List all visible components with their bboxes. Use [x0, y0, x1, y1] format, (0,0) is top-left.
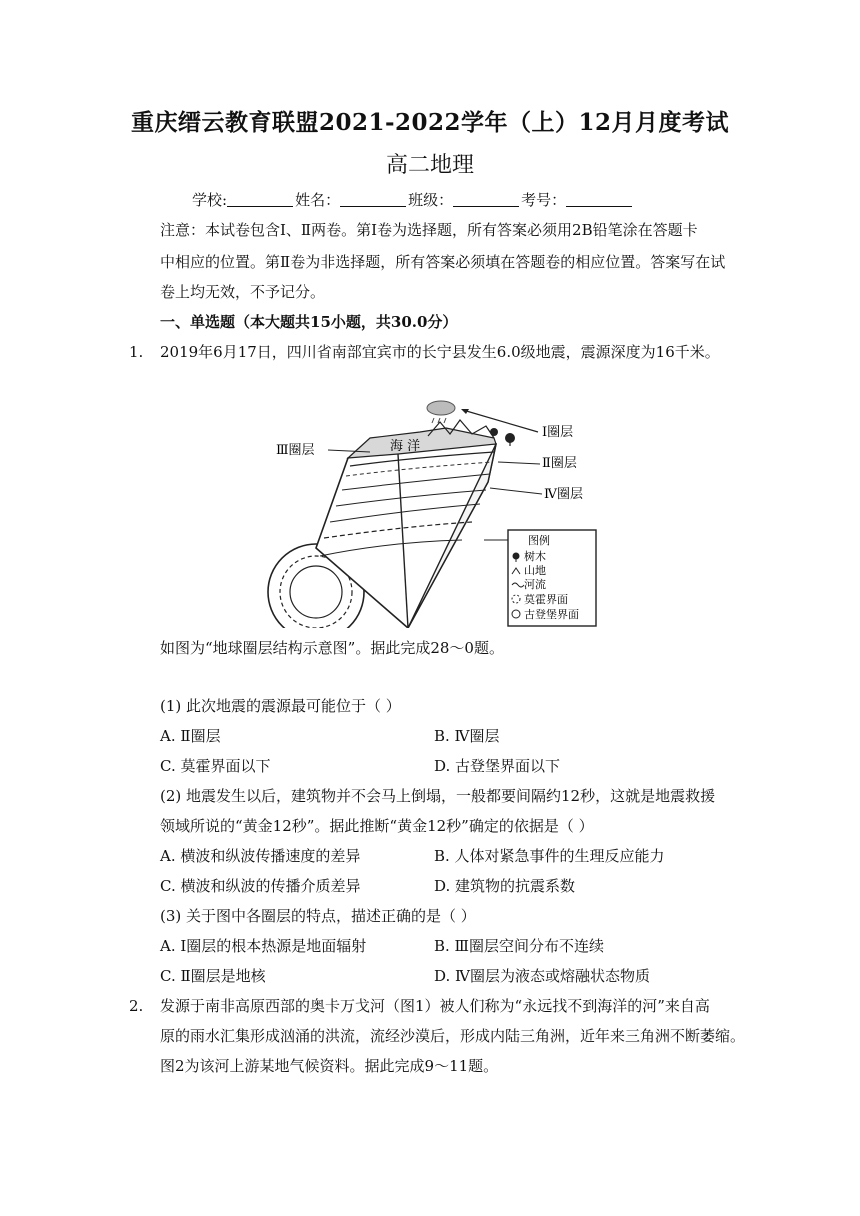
subquestion-2-stem-line-2: 领域所说的“黄金12秒”。据此推断“黄金12秒”确定的依据是（ ） [160, 817, 594, 835]
notice-line-2: 中相应的位置。第Ⅱ卷为非选择题，所有答案必须填在答题卷的相应位置。答案写在试 [160, 253, 726, 271]
legend-mountain: 山地 [524, 564, 546, 577]
subquestion-2-option-b[interactable]: B. 人体对紧急事件的生理反应能力 [434, 847, 665, 865]
subquestion-2-option-d[interactable]: D. 建筑物的抗震系数 [434, 877, 576, 895]
class-blank[interactable] [453, 192, 519, 207]
layer-iii-label: Ⅲ圈层 [276, 443, 315, 458]
subquestion-3-option-c[interactable]: C. Ⅱ圈层是地核 [160, 967, 266, 985]
subquestion-3-stem: (3) 关于图中各圈层的特点，描述正确的是（ ） [160, 907, 476, 925]
class-label: 班级： [408, 191, 454, 209]
legend-box [508, 530, 596, 626]
student-info-line [192, 190, 634, 210]
notice-line-1: 注意：本试卷包含Ⅰ、Ⅱ两卷。第Ⅰ卷为选择题，所有答案必须用2B铅笔涂在答题卡 [160, 221, 698, 239]
figure-caption: 如图为“地球圈层结构示意图”。据此完成28～0题。 [160, 639, 504, 657]
subquestion-1-option-a[interactable]: A. Ⅱ圈层 [160, 727, 221, 745]
exam-subject: 高二地理 [385, 153, 474, 178]
question-2-number: 2. [129, 997, 144, 1015]
subquestion-1-option-c[interactable]: C. 莫霍界面以下 [160, 757, 271, 775]
exam-number-label: 考号： [521, 191, 567, 209]
subquestion-1-option-b[interactable]: B. Ⅳ圈层 [434, 727, 500, 745]
subquestion-3-option-b[interactable]: B. Ⅲ圈层空间分布不连续 [434, 937, 605, 955]
subquestion-2-stem-line-1: (2) 地震发生以后，建筑物并不会马上倒塌，一般都要间隔约12秒，这就是地震救援 [160, 787, 716, 805]
question-1-stem: 2019年6月17日，四川省南部宜宾市的长宁县发生6.0级地震，震源深度为16千米。 [160, 343, 720, 361]
exam-number-blank[interactable] [566, 192, 632, 207]
question-1-number: 1. [129, 343, 144, 361]
legend-title: 图例 [528, 534, 550, 547]
name-blank[interactable] [340, 192, 406, 207]
question-2-line-3: 图2为该河上游某地气候资料。据此完成9～11题。 [160, 1057, 499, 1075]
subquestion-3-option-d[interactable]: D. Ⅳ圈层为液态或熔融状态物质 [434, 967, 651, 985]
school-blank[interactable] [227, 192, 293, 207]
arrow-line [463, 410, 538, 432]
layer-iv-label: Ⅳ圈层 [544, 487, 583, 502]
subquestion-2-option-c[interactable]: C. 横波和纵波的传播介质差异 [160, 877, 361, 895]
exam-title: 重庆缙云教育联盟2021-2022学年（上）12月月度考试 [130, 109, 730, 136]
legend-river: 河流 [524, 578, 546, 591]
legend-moho: 莫霍界面 [524, 593, 568, 606]
legend-gutenberg: 古登堡界面 [524, 608, 579, 621]
notice-line-3: 卷上均无效，不予记分。 [160, 283, 326, 301]
question-2-line-1: 发源于南非高原西部的奥卡万戈河（图1）被人们称为“永远找不到海洋的河”来自高 [160, 997, 710, 1015]
legend-tree: 树木 [524, 550, 546, 563]
earth-layers-diagram [258, 392, 598, 628]
layer-ii-label: Ⅱ圈层 [542, 456, 577, 471]
cloud-icon [427, 401, 455, 423]
ocean-label: 海 洋 [390, 439, 421, 454]
subquestion-2-option-a[interactable]: A. 横波和纵波传播速度的差异 [160, 847, 361, 865]
section-title: 一、单选题（本大题共15小题，共30.0分） [160, 313, 458, 331]
subquestion-1-stem: (1) 此次地震的震源最可能位于（ ） [160, 697, 401, 715]
question-2-line-2: 原的雨水汇集形成汹涌的洪流，流经沙漠后，形成内陆三角洲，近年来三角洲不断萎缩。 [160, 1027, 746, 1045]
subquestion-3-option-a[interactable]: A. Ⅰ圈层的根本热源是地面辐射 [160, 937, 367, 955]
subquestion-1-option-d[interactable]: D. 古登堡界面以下 [434, 757, 561, 775]
name-label: 姓名： [295, 191, 341, 209]
school-label: 学校: [192, 191, 228, 209]
layer-i-label: Ⅰ圈层 [542, 425, 574, 440]
